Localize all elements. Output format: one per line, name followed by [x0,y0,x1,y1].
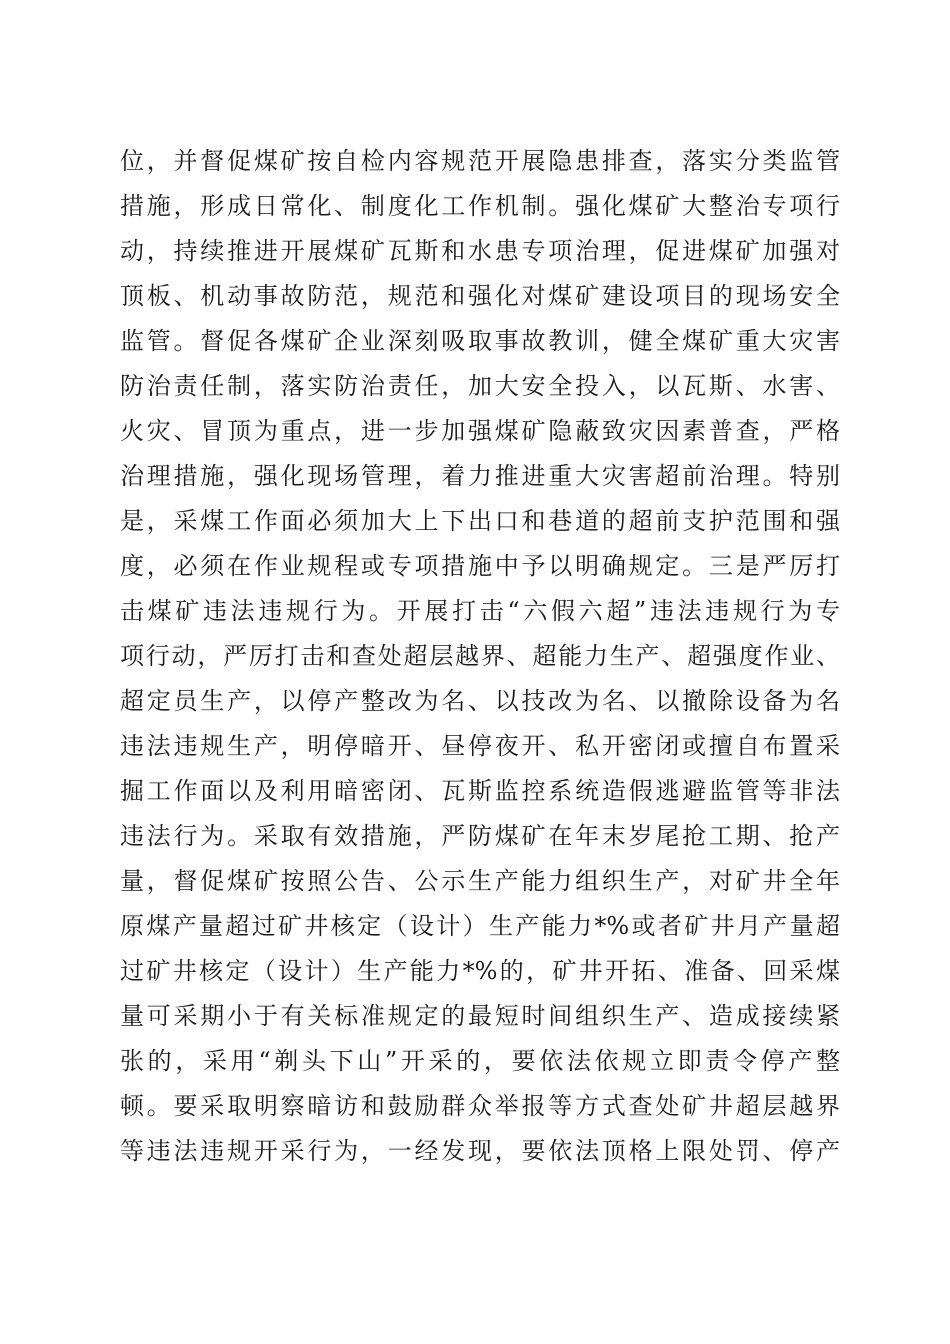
text-line: 监管。督促各煤矿企业深刻吸取事故教训，健全煤矿重大灾害 [120,327,840,355]
text-line: 原煤产量超过矿井核定（设计）生产能力*%或者矿井月产量超 [120,912,840,940]
text-line: 措施，形成日常化、制度化工作机制。强化煤矿大整治专项行 [120,192,840,220]
text-line: 违法行为。采取有效措施，严防煤矿在年末岁尾抢工期、抢产 [120,822,840,850]
body-paragraph [120,139,840,1174]
text-line: 项行动，严厉打击和查处超层越界、超能力生产、超强度作业、 [120,642,840,670]
text-line: 防治责任制，落实防治责任，加大安全投入，以瓦斯、水害、 [120,372,840,400]
text-line: 张的，采用“剃头下山”开采的，要依法依规立即责令停产整 [120,1047,840,1075]
text-line: 治理措施，强化现场管理，着力推进重大灾害超前治理。特别 [120,462,840,490]
text-line: 掘工作面以及利用暗密闭、瓦斯监控系统造假逃避监管等非法 [120,777,840,805]
text-line: 过矿井核定（设计）生产能力*%的，矿井开拓、准备、回采煤 [120,957,840,985]
text-line: 量可采期小于有关标准规定的最短时间组织生产、造成接续紧 [120,1002,840,1030]
text-line: 顿。要采取明察暗访和鼓励群众举报等方式查处矿井超层越界 [120,1092,840,1120]
text-line: 度，必须在作业规程或专项措施中予以明确规定。三是严厉打 [120,552,840,580]
text-line: 等违法违规开采行为，一经发现，要依法顶格上限处罚、停产 [120,1137,840,1165]
text-line: 击煤矿违法违规行为。开展打击“六假六超”违法违规行为专 [120,597,840,625]
text-line: 顶板、机动事故防范，规范和强化对煤矿建设项目的现场安全 [120,282,840,310]
text-line: 位，并督促煤矿按自检内容规范开展隐患排查，落实分类监管 [120,147,840,175]
text-line: 火灾、冒顶为重点，进一步加强煤矿隐蔽致灾因素普查，严格 [120,417,840,445]
text-line: 动，持续推进开展煤矿瓦斯和水患专项治理，促进煤矿加强对 [120,237,840,265]
text-line: 违法违规生产，明停暗开、昼停夜开、私开密闭或擅自布置采 [120,732,840,760]
text-line: 量，督促煤矿按照公告、公示生产能力组织生产，对矿井全年 [120,867,840,895]
text-line: 超定员生产，以停产整改为名、以技改为名、以撤除设备为名 [120,687,840,715]
text-line: 是，采煤工作面必须加大上下出口和巷道的超前支护范围和强 [120,507,840,535]
